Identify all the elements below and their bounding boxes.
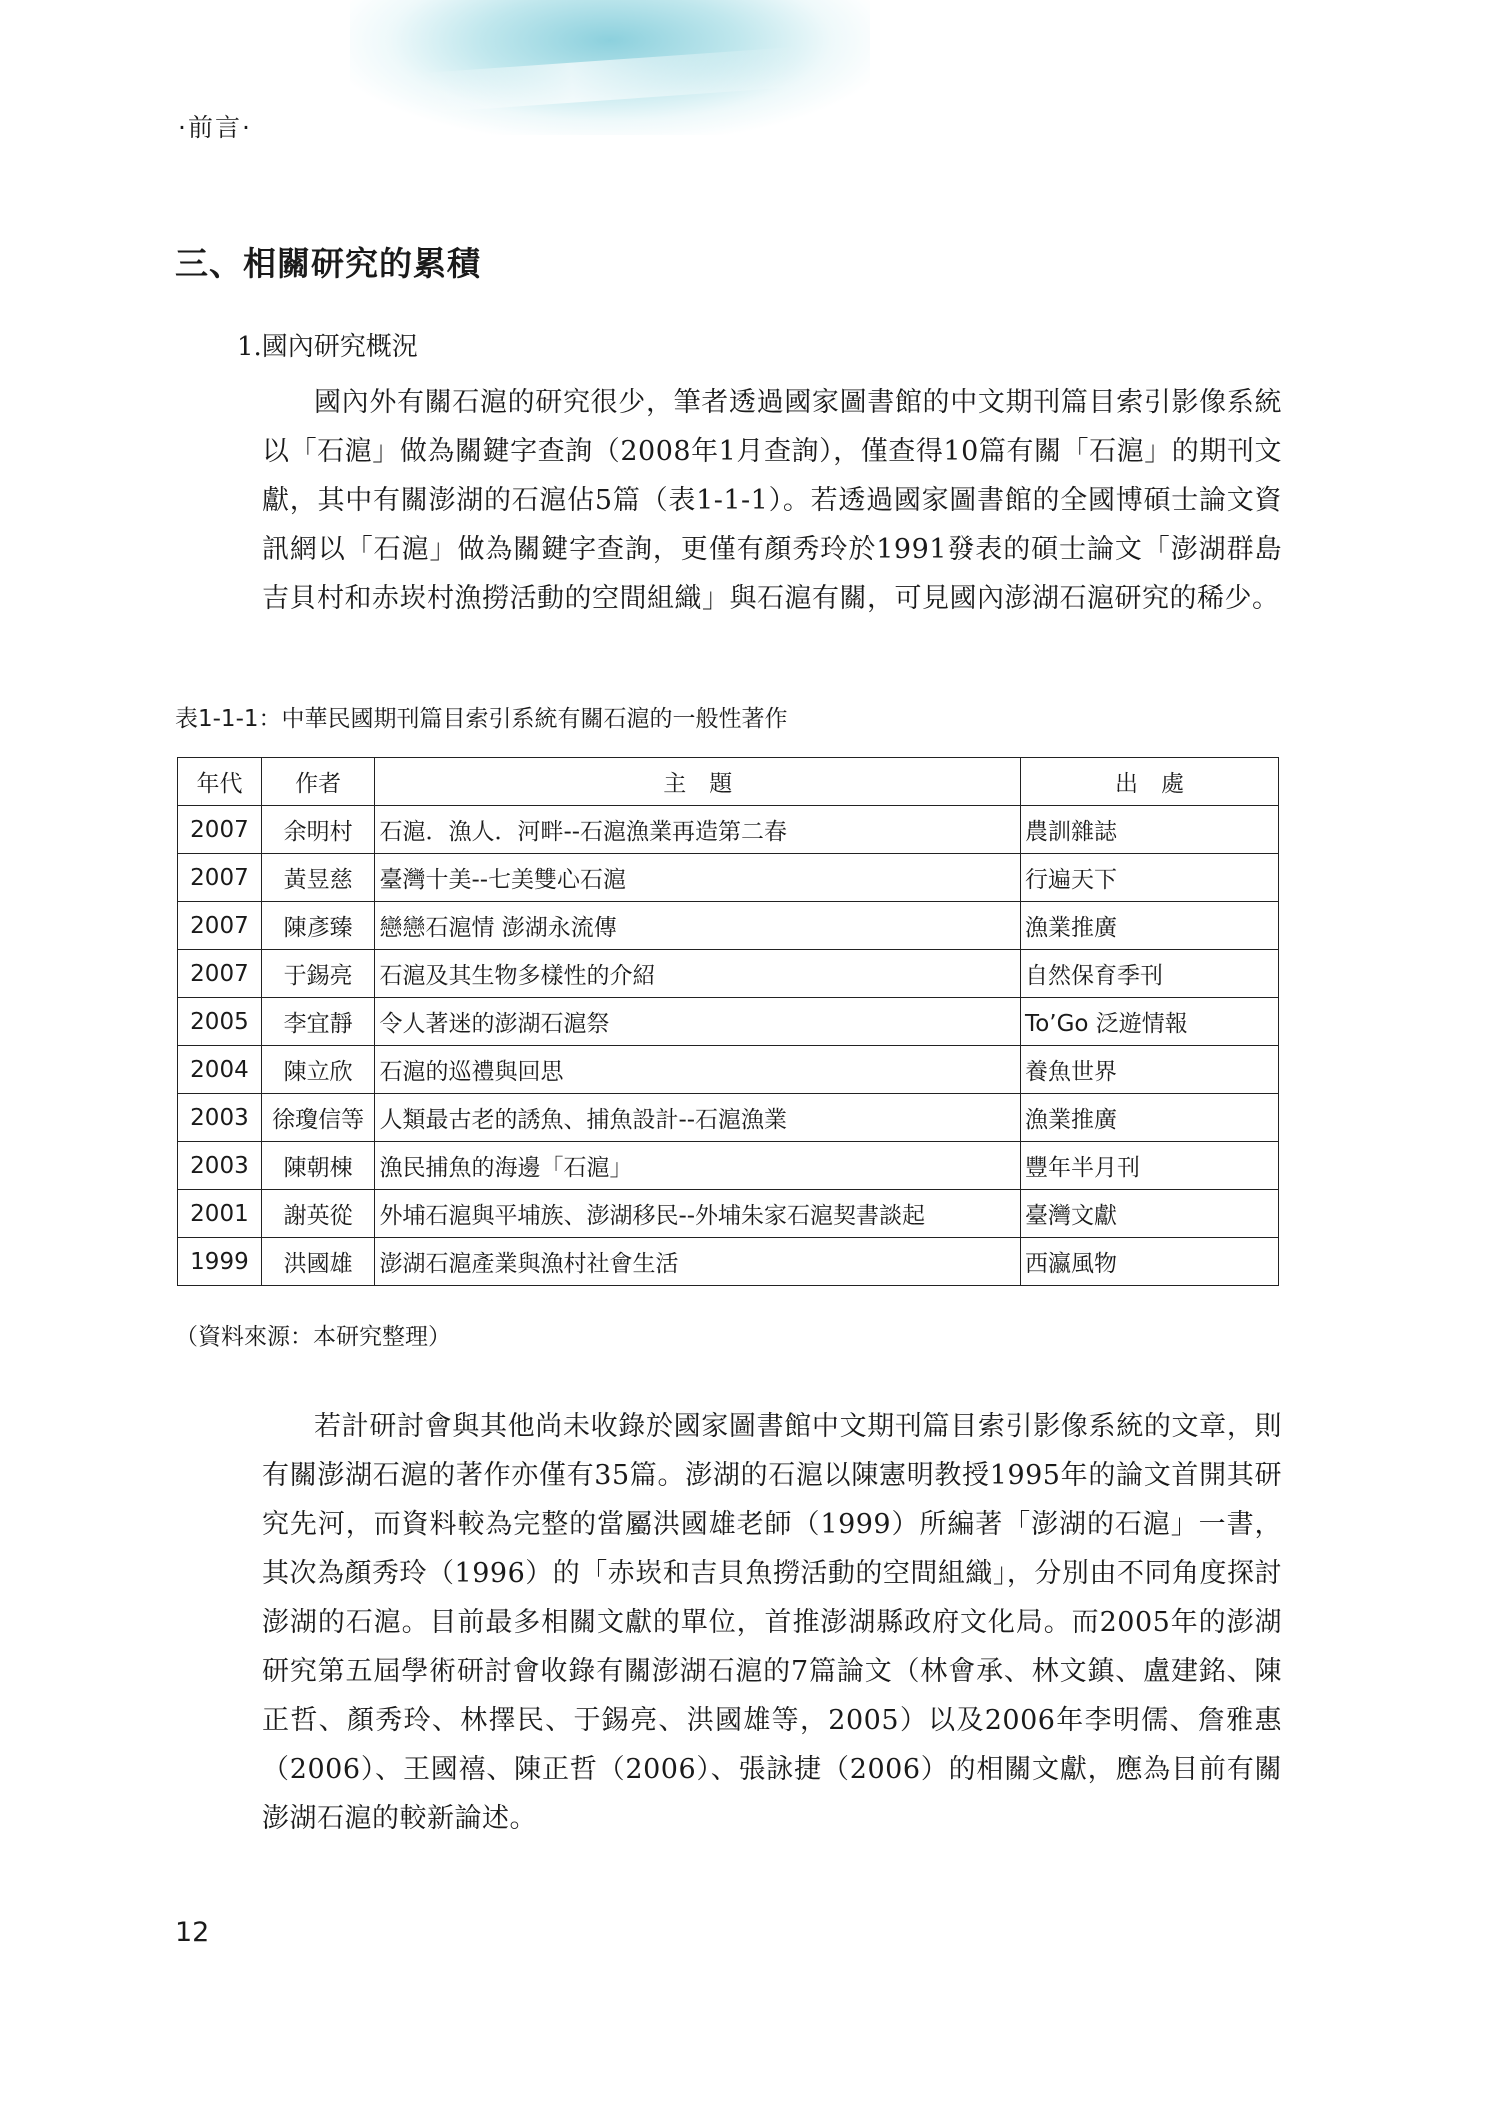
cell-year: 2007 <box>178 806 262 854</box>
header-banner-image <box>350 0 870 135</box>
cell-source: 漁業推廣 <box>1021 902 1279 950</box>
cell-source: 豐年半月刊 <box>1021 1142 1279 1190</box>
header-subject: 主 題 <box>375 758 1021 806</box>
table-row <box>178 950 1279 998</box>
cell-year: 1999 <box>178 1238 262 1286</box>
cell-subject: 人類最古老的誘魚、捕魚設計--石滬漁業 <box>375 1094 1021 1142</box>
cell-author: 徐瓊信等 <box>261 1094 375 1142</box>
cell-year: 2004 <box>178 1046 262 1094</box>
cell-subject: 石滬．漁人．河畔--石滬漁業再造第二春 <box>375 806 1021 854</box>
table-caption: 表1-1-1：中華民國期刊篇目索引系統有關石滬的一般性著作 <box>175 706 788 732</box>
cell-year: 2001 <box>178 1190 262 1238</box>
cell-author: 黃昱慈 <box>261 854 375 902</box>
section-title: 三、相關研究的累積 <box>175 244 481 283</box>
cell-year: 2005 <box>178 998 262 1046</box>
paragraph-intro: 國內外有關石滬的研究很少，筆者透過國家圖書館的中文期刊篇目索引影像系統以「石滬」做為關鍵字查詢（2008年1月查詢），僅查得10篇有關「石滬」的期刊文獻，其中有關澎湖的石滬佔5篇（表1-1-1）。若透過國家圖書館的全國博碩士論文資訊網以「石滬」做為關鍵字查詢，更僅有顏秀玲於1991發表的碩士論文「澎湖群島吉貝村和赤崁村漁撈活動的空間組織」與石滬有關，可見國內澎湖石滬研究的稀少。 <box>262 387 1282 614</box>
cell-year: 2003 <box>178 1094 262 1142</box>
cell-source: 養魚世界 <box>1021 1046 1279 1094</box>
cell-year: 2007 <box>178 950 262 998</box>
cell-subject: 石滬的巡禮與回思 <box>375 1046 1021 1094</box>
cell-subject: 澎湖石滬產業與漁村社會生活 <box>375 1238 1021 1286</box>
header-author: 作者 <box>261 758 375 806</box>
header-source: 出 處 <box>1021 758 1279 806</box>
cell-author: 洪國雄 <box>261 1238 375 1286</box>
cell-author: 李宜靜 <box>261 998 375 1046</box>
cell-source: 臺灣文獻 <box>1021 1190 1279 1238</box>
page-number: 12 <box>175 1917 210 1948</box>
cell-subject: 令人著迷的澎湖石滬祭 <box>375 998 1021 1046</box>
cell-source: 自然保育季刊 <box>1021 950 1279 998</box>
table-row <box>178 1142 1279 1190</box>
table-row <box>178 854 1279 902</box>
table-row <box>178 806 1279 854</box>
cell-subject: 臺灣十美--七美雙心石滬 <box>375 854 1021 902</box>
table-header-row <box>178 758 1279 806</box>
table-row <box>178 1190 1279 1238</box>
cell-source: 農訓雜誌 <box>1021 806 1279 854</box>
table-source-note: （資料來源：本研究整理） <box>175 1324 451 1350</box>
cell-author: 于錫亮 <box>261 950 375 998</box>
cell-subject: 石滬及其生物多樣性的介紹 <box>375 950 1021 998</box>
cell-subject: 外埔石滬與平埔族、澎湖移民--外埔朱家石滬契書談起 <box>375 1190 1021 1238</box>
cell-subject: 戀戀石滬情 澎湖永流傳 <box>375 902 1021 950</box>
table-row <box>178 1046 1279 1094</box>
cell-source: 漁業推廣 <box>1021 1094 1279 1142</box>
subsection-title: 1.國內研究概況 <box>237 332 418 362</box>
cell-author: 陳立欣 <box>261 1046 375 1094</box>
cell-year: 2007 <box>178 854 262 902</box>
cell-year: 2007 <box>178 902 262 950</box>
table-row <box>178 1238 1279 1286</box>
reference-table <box>177 757 1279 1286</box>
cell-source: 西瀛風物 <box>1021 1238 1279 1286</box>
cell-source: To’Go 泛遊情報 <box>1021 998 1279 1046</box>
paragraph-literature: 若計研討會與其他尚未收錄於國家圖書館中文期刊篇目索引影像系統的文章，則有關澎湖石滬的著作亦僅有35篇。澎湖的石滬以陳憲明教授1995年的論文首開其研究先河，而資料較為完整的當屬洪國雄老師（1999）所編著「澎湖的石滬」一書，其次為顏秀玲（1996）的「赤崁和吉貝魚撈活動的空間組織」，分別由不同角度探討澎湖的石滬。目前最多相關文獻的單位，首推澎湖縣政府文化局。而2005年的澎湖研究第五屆學術研討會收錄有關澎湖石滬的7篇論文（林會承、林文鎮、盧建銘、陳正哲、顏秀玲、林擇民、于錫亮、洪國雄等，2005）以及2006年李明儒、詹雅惠（2006）、王國禧、陳正哲（2006）、張詠捷（2006）的相關文獻，應為目前有關澎湖石滬的較新論述。 <box>262 1411 1282 1834</box>
cell-subject: 漁民捕魚的海邊「石滬」 <box>375 1142 1021 1190</box>
cell-source: 行遍天下 <box>1021 854 1279 902</box>
cell-author: 余明村 <box>261 806 375 854</box>
cell-author: 謝英從 <box>261 1190 375 1238</box>
cell-author: 陳朝棟 <box>261 1142 375 1190</box>
table-row <box>178 902 1279 950</box>
cell-author: 陳彥臻 <box>261 902 375 950</box>
header-year: 年代 <box>178 758 262 806</box>
running-head: ·前言· <box>178 113 252 142</box>
table-row <box>178 998 1279 1046</box>
cell-year: 2003 <box>178 1142 262 1190</box>
table-row <box>178 1094 1279 1142</box>
